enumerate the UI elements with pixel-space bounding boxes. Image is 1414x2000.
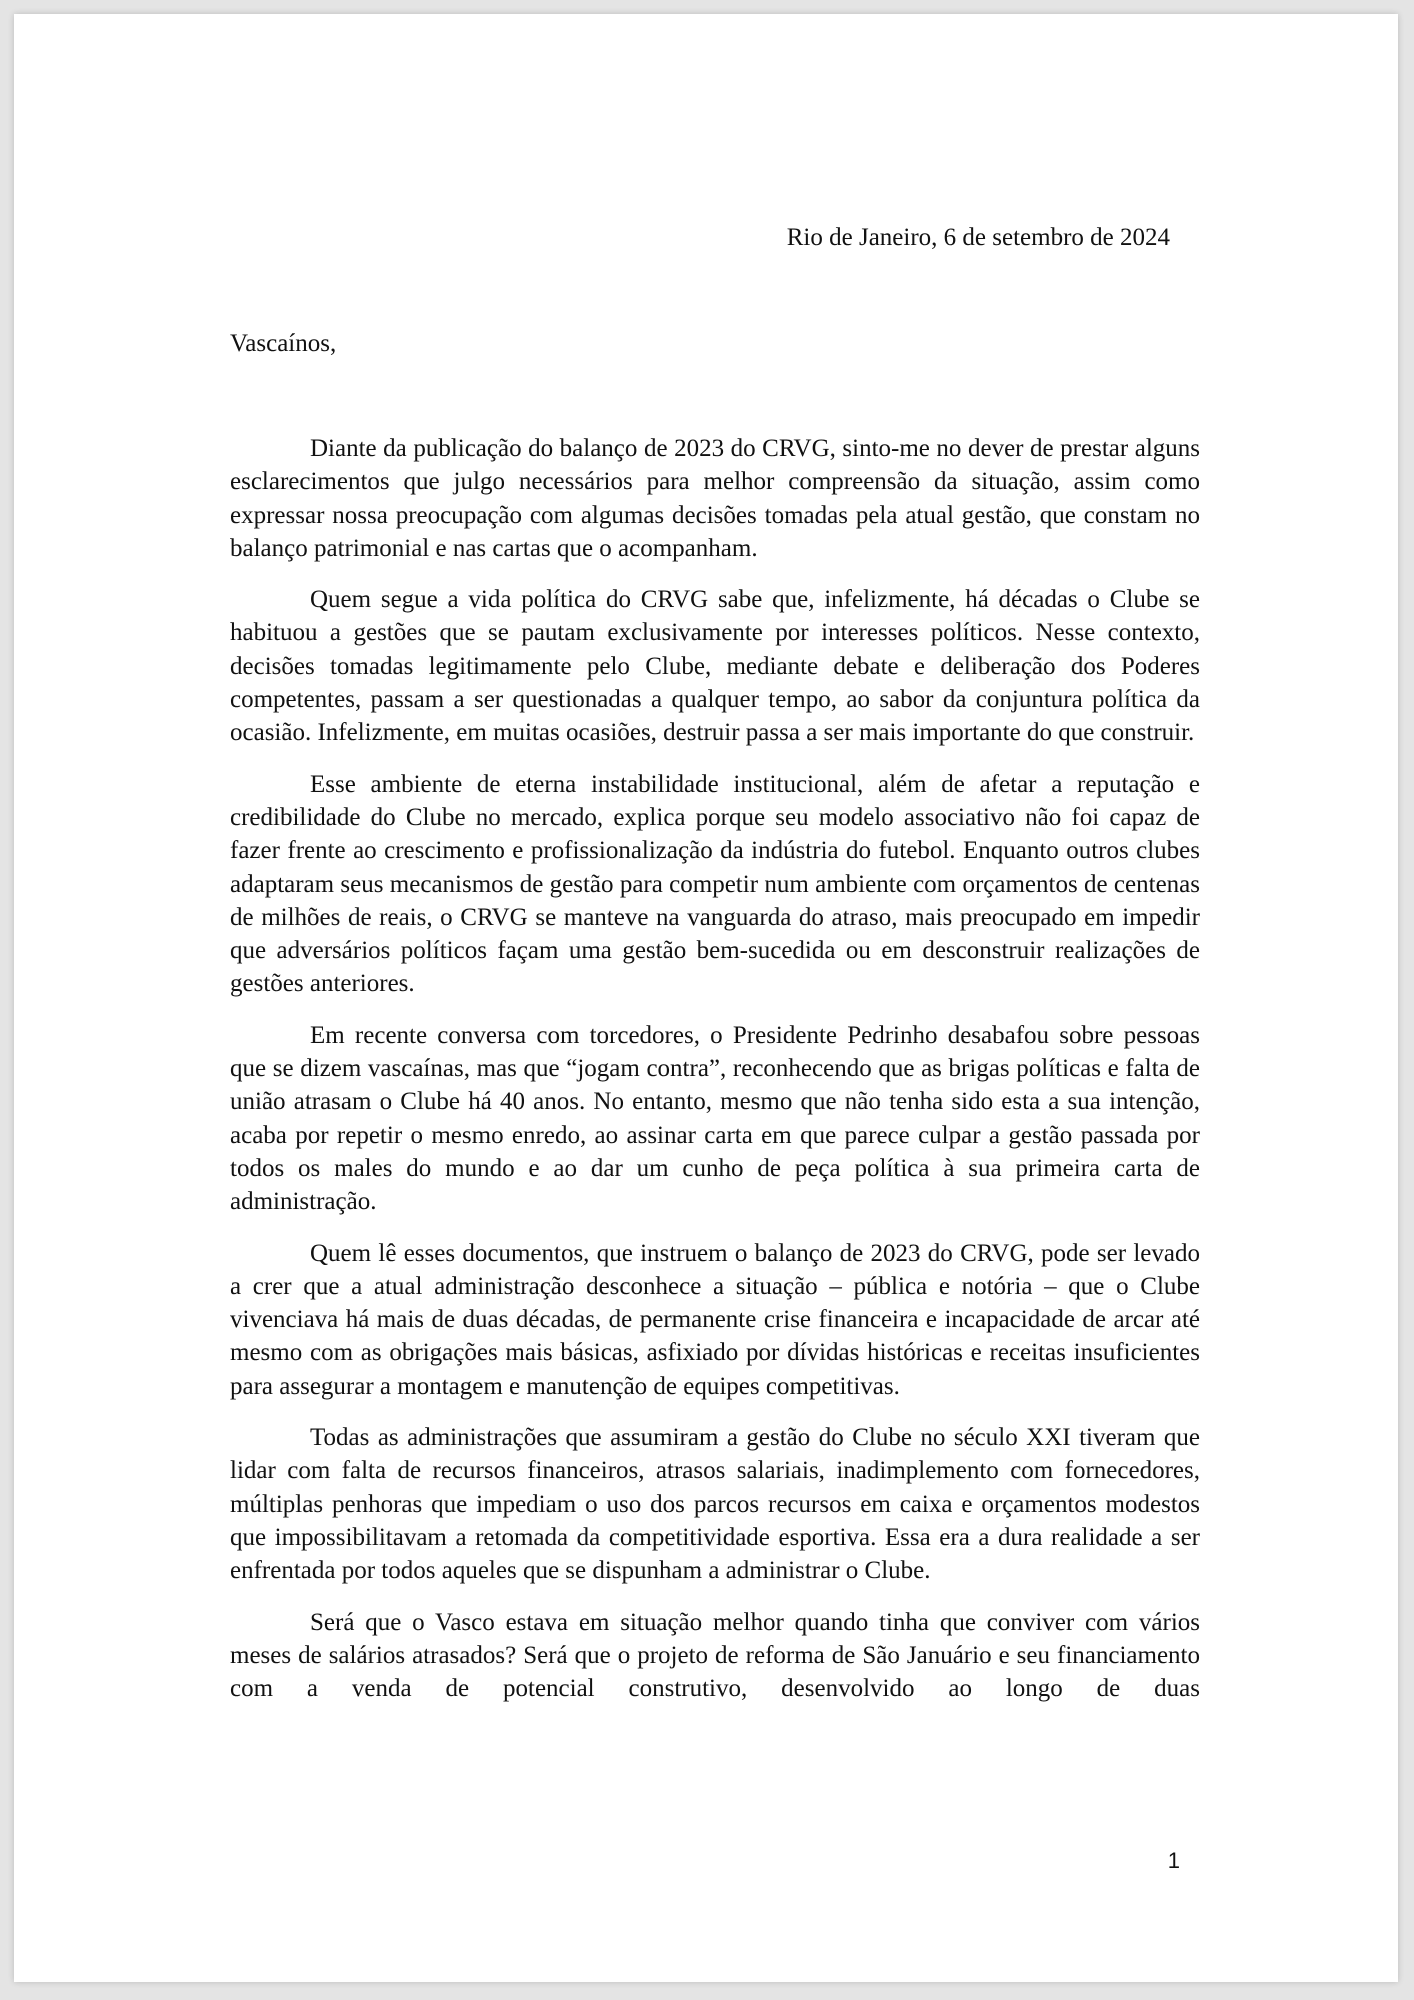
page-number: 1 bbox=[1167, 1848, 1180, 1873]
letter-date: Rio de Janeiro, 6 de setembro de 2024 bbox=[786, 224, 1170, 251]
paragraph: Será que o Vasco estava em situação melhor quando tinha que conviver com vários meses de salários atrasados? Será que o projeto de reforma de São Januário e seu financiamento com a venda de potencial construtivo, desenvolvido ao longo de duas bbox=[230, 1608, 1200, 1703]
paragraph: Quem segue a vida política do CRVG sabe que, infelizmente, há décadas o Clube se habituou a gestões que se pautam exclusivamente por interesses políticos. Nesse contexto, decisões tomadas legitimamente pelo Clube, mediante debate e deliberação dos Poderes competentes, passam a ser questionadas a qualquer tempo, ao sabor da conjuntura política da ocasião. Infelizmente, em muitas ocasiões, destruir passa a ser mais importante do que construir. bbox=[230, 586, 1200, 747]
letter-salutation: Vascaínos, bbox=[230, 330, 337, 357]
document-page bbox=[14, 14, 1398, 1982]
paragraph: Todas as administrações que assumiram a gestão do Clube no século XXI tiveram que lidar com falta de recursos financeiros, atrasos salariais, inadimplemento com fornecedores, múltiplas penhoras que impediam o uso dos parcos recursos em caixa e orçamentos modestos que impossibilitavam a retomada da competitividade esportiva. Essa era a dura realidade a ser enfrentada por todos aqueles que se dispunham a administrar o Clube. bbox=[230, 1424, 1200, 1585]
paragraph: Quem lê esses documentos, que instruem o balanço de 2023 do CRVG, pode ser levado a crer que a atual administração desconhece a situação – pública e notória – que o Clube vivenciava há mais de duas décadas, de permanente crise financeira e incapacidade de arcar até mesmo com as obrigações mais básicas, asfixiado por dívidas históricas e receitas insuficientes para assegurar a montagem e manutenção de equipes competitivas. bbox=[230, 1239, 1200, 1400]
paragraph: Diante da publicação do balanço de 2023 do CRVG, sinto-me no dever de prestar alguns esclarecimentos que julgo necessários para melhor compreensão da situação, assim como expressar nossa preocupação com algumas decisões tomadas pela atual gestão, que constam no balanço patrimonial e nas cartas que o acompanham. bbox=[230, 435, 1200, 562]
paragraph: Esse ambiente de eterna instabilidade institucional, além de afetar a reputação e credibilidade do Clube no mercado, explica porque seu modelo associativo não foi capaz de fazer frente ao crescimento e profissionalização da indústria do futebol. Enquanto outros clubes adaptaram seus mecanismos de gestão para competir num ambiente com orçamentos de centenas de milhões de reais, o CRVG se manteve na vanguarda do atraso, mais preocupado em impedir que adversários políticos façam uma gestão bem-sucedida ou em desconstruir realizações de gestões anteriores. bbox=[230, 770, 1200, 998]
paragraph: Em recente conversa com torcedores, o Presidente Pedrinho desabafou sobre pessoas que se dizem vascaínas, mas que “jogam contra”, reconhecendo que as brigas políticas e falta de união atrasam o Clube há 40 anos. No entanto, mesmo que não tenha sido esta a sua intenção, acaba por repetir o mesmo enredo, ao assinar carta em que parece culpar a gestão passada por todos os males do mundo e ao dar um cunho de peça política à sua primeira carta de administração. bbox=[230, 1021, 1200, 1216]
letter-body bbox=[230, 432, 1200, 1723]
